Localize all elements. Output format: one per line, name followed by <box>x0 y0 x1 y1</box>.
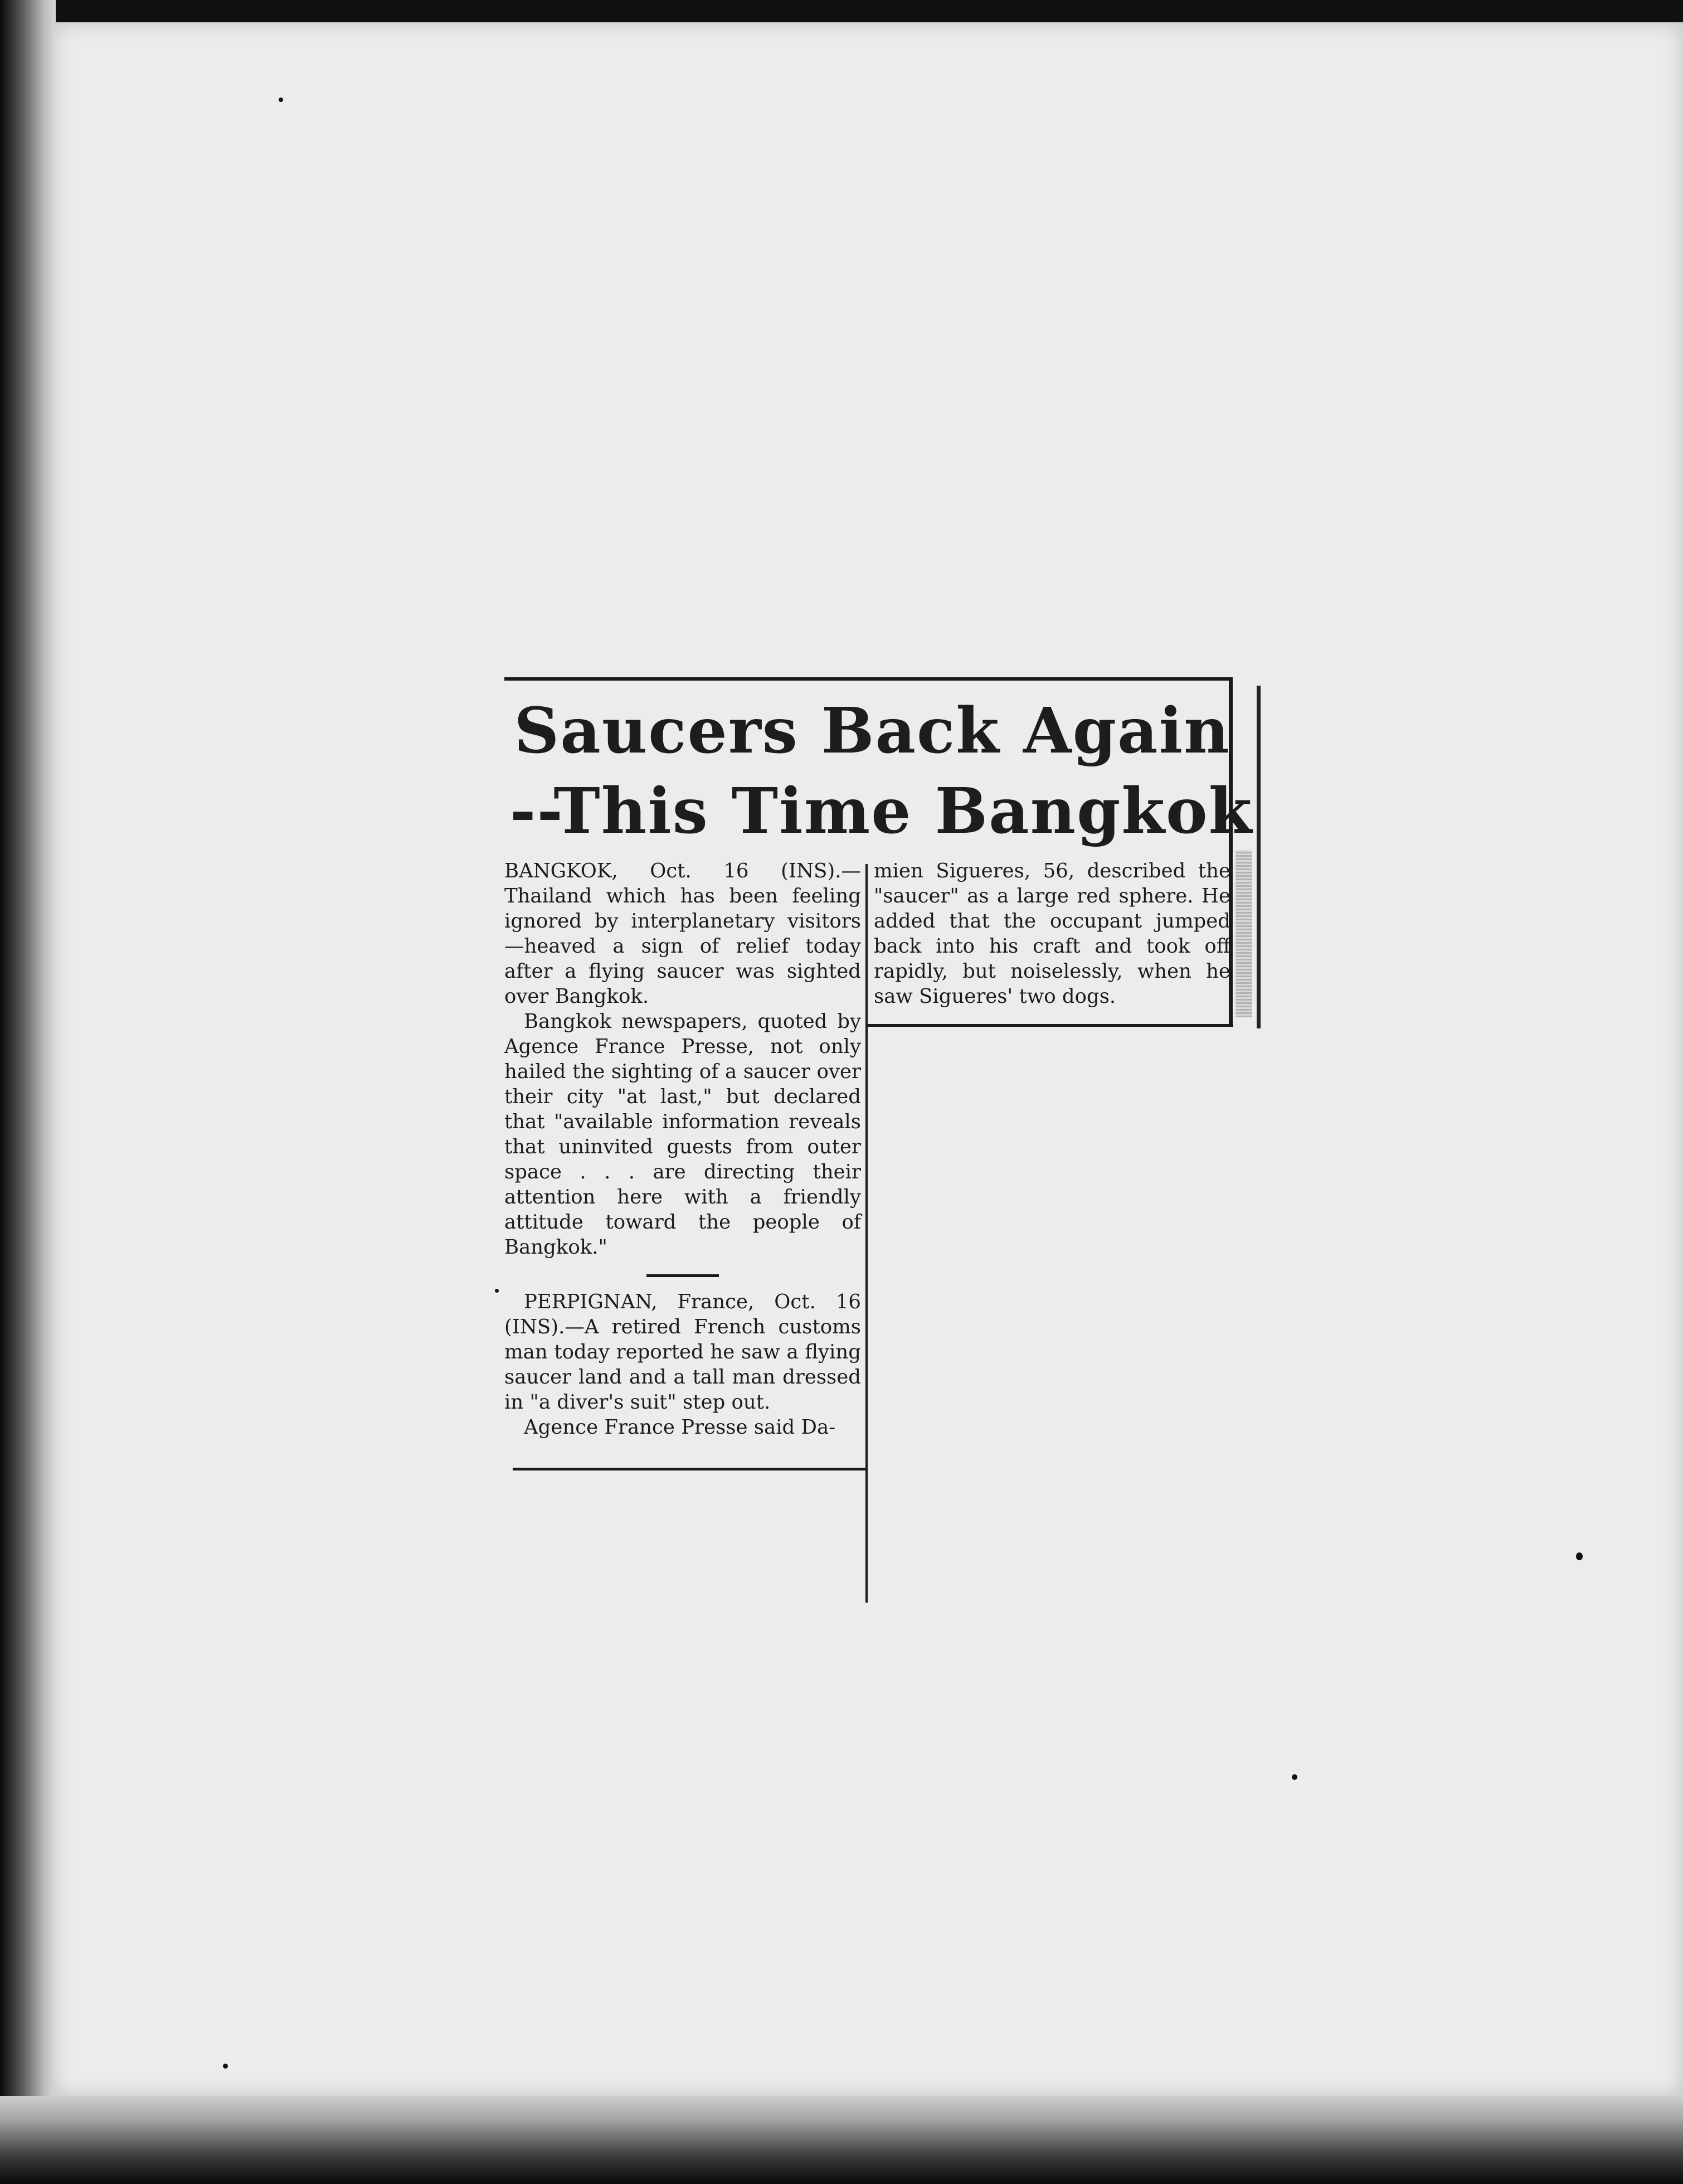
headline-line-2: --This Time Bangkok <box>510 775 1253 848</box>
newspaper-clipping <box>504 677 1269 1474</box>
clipping-edge-shading <box>1236 850 1252 1017</box>
left-column <box>504 858 861 1440</box>
perpignan-story-paragraph-2: Agence France Presse said Da- <box>524 1416 836 1439</box>
perpignan-story-paragraph-1: PERPIGNAN, France, Oct. 16 (INS).—A retired French customs man today reported he saw a flying saucer land and a tall man dressed in "a diver's suit" step out. <box>504 1290 861 1414</box>
bangkok-story-paragraph-1: BANGKOK, Oct. 16 (INS).—Thailand which has been feeling ignored by interplanetary visitors—heaved a sign of relief today after a flying saucer was sighted over Bangkok. <box>504 860 861 1008</box>
dust-speck <box>495 1289 499 1293</box>
right-column <box>874 858 1230 1009</box>
bangkok-story-paragraph-2: Bangkok newspapers, quoted by Agence France Presse, not only hailed the sighting of a saucer over their city "at last," but declared that "available information reveals that uninvited guests from outer space . . . are directing their attention here with a friendly attitude toward the people of Bangkok." <box>504 1010 861 1259</box>
perpignan-story-continuation: mien Sigueres, 56, described the "saucer" as a large red sphere. He added that the occupant jumped back into his craft and took off rapidly, but noiselessly, when he saw Sigueres' two dogs. <box>874 860 1230 1008</box>
dust-speck <box>1576 1552 1583 1560</box>
clipping-top-rule <box>504 677 1229 681</box>
dust-speck <box>1292 1774 1297 1780</box>
headline-line-1: Saucers Back Again <box>514 695 1230 768</box>
film-frame-left-edge <box>0 0 56 2184</box>
left-column-bottom-rule <box>513 1468 868 1470</box>
dust-speck <box>223 2064 228 2069</box>
column-divider <box>865 864 868 1603</box>
film-frame-bottom-edge <box>0 2096 1683 2184</box>
dust-speck <box>279 98 283 102</box>
story-separator-rule <box>646 1274 719 1277</box>
clipping-right-rule-outer <box>1257 686 1261 1028</box>
headline <box>510 691 1253 852</box>
right-column-bottom-rule <box>865 1024 1233 1027</box>
